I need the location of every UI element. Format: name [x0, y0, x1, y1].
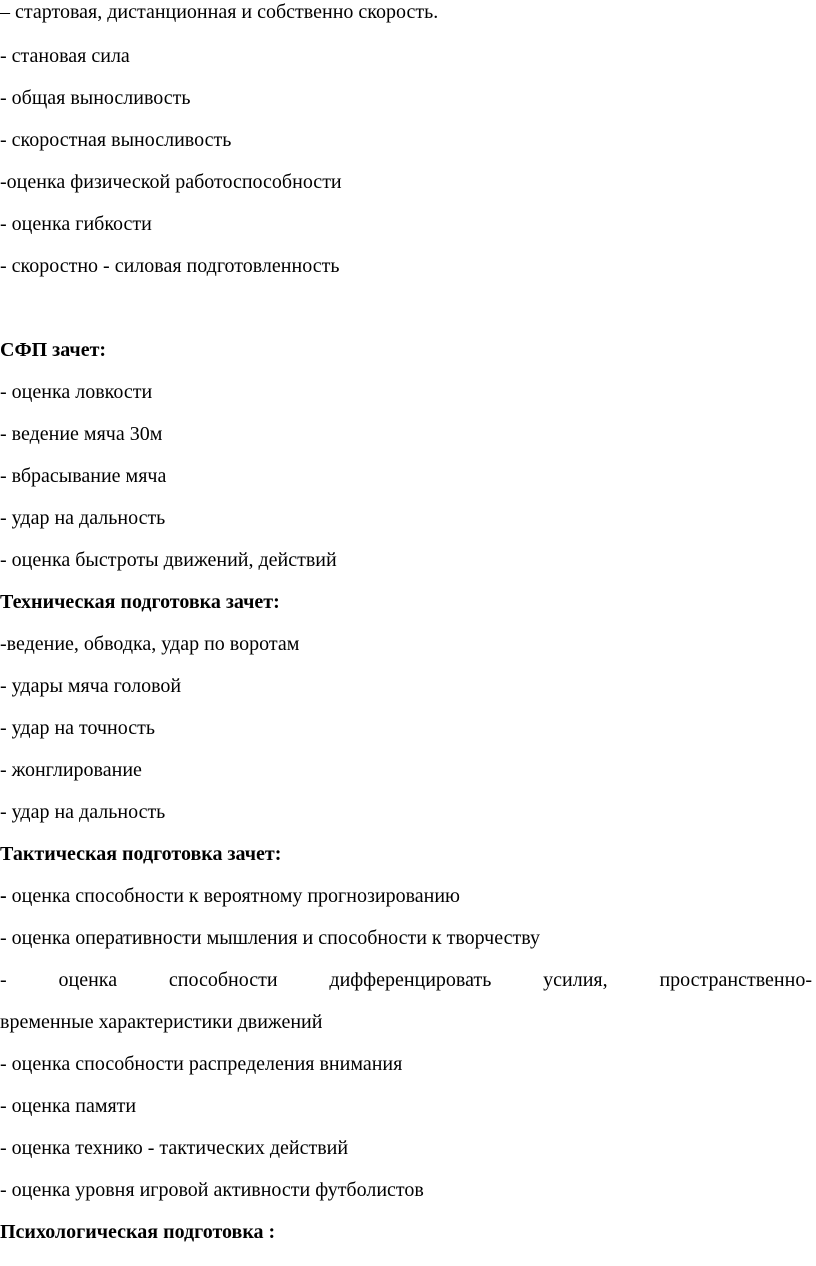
word: усилия,: [543, 969, 608, 991]
text-line: [0, 884, 460, 908]
text-line: - ведение мяча 30м: [0, 423, 163, 445]
text-line: - удары мяча головой: [0, 675, 182, 697]
word: оценка: [58, 969, 118, 991]
text-line: - оценка способности распределения внимания: [0, 1053, 403, 1075]
text-line: - скоростная выносливость: [0, 129, 232, 151]
section-heading-psychological: Психологическая подготовка :: [0, 1221, 276, 1243]
text-line: – стартовая, дистанционная и собственно скорость.: [0, 1, 439, 23]
word: способности: [168, 969, 278, 991]
text-line: - оценка оперативности мышления и способности к творчеству: [0, 927, 540, 949]
line-text: оценка способности к вероятному прогнозированию: [6, 885, 460, 907]
text-line: - жонглирование: [0, 759, 142, 781]
text-line: - оценка быстроты движений, действий: [0, 549, 337, 571]
text-line: - скоростно - силовая подготовленность: [0, 255, 340, 277]
text-line: - удар на точность: [0, 717, 155, 739]
bold-dash: -: [0, 885, 7, 907]
section-heading-technical: Техническая подготовка зачет:: [0, 591, 280, 613]
text-line: - оценка технико - тактических действий: [0, 1137, 349, 1159]
text-line: -оценка физической работоспособности: [0, 171, 342, 193]
text-line: - общая выносливость: [0, 87, 191, 109]
text-line: - оценка уровня игровой активности футболистов: [0, 1179, 424, 1201]
text-line: временные характеристики движений: [0, 1011, 323, 1033]
text-line: - оценка памяти: [0, 1095, 137, 1117]
section-heading-tactical: Тактическая подготовка зачет:: [0, 843, 282, 865]
section-heading-sfp: СФП зачет:: [0, 339, 107, 361]
text-line: - становая сила: [0, 45, 130, 67]
justified-text-line: [0, 968, 812, 992]
text-line: - удар на дальность: [0, 801, 166, 823]
word: дифференцировать: [329, 969, 492, 991]
word: пространственно-: [659, 969, 812, 991]
word: -: [0, 969, 7, 991]
text-line: - вбрасывание мяча: [0, 465, 167, 487]
text-line: - оценка гибкости: [0, 213, 152, 235]
text-line: -ведение, обводка, удар по воротам: [0, 633, 300, 655]
text-line: - оценка ловкости: [0, 381, 153, 403]
text-line: - удар на дальность: [0, 507, 166, 529]
